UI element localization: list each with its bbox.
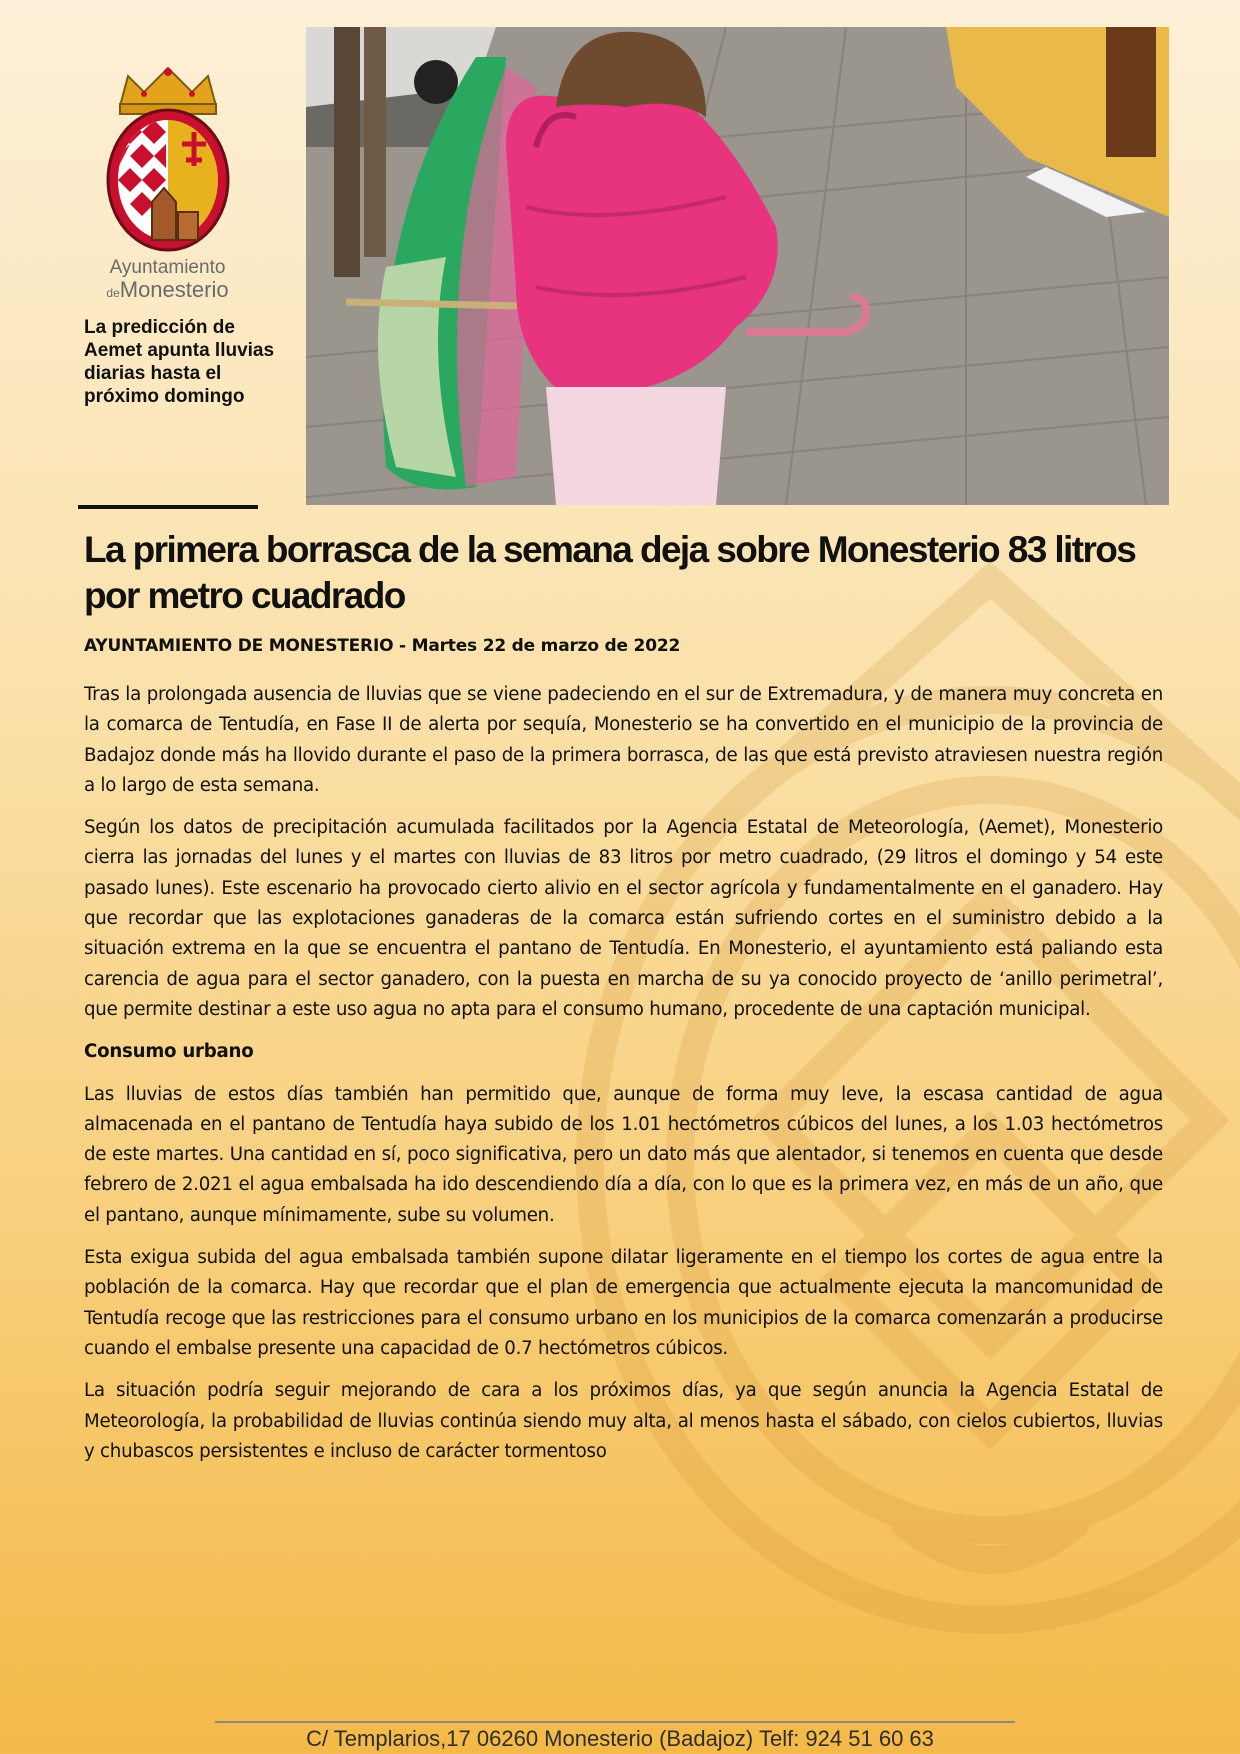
footer-address: C/ Templarios,17 06260 Monesterio (Badajoz) Telf: 924 51 60 63 xyxy=(306,1726,934,1751)
byline-date: Martes 22 de marzo de 2022 xyxy=(411,636,681,656)
article-body xyxy=(84,680,1163,1479)
byline-source: AYUNTAMIENTO DE MONESTERIO xyxy=(84,636,394,656)
logo-line-2: Monesterio xyxy=(119,276,229,302)
footer-divider xyxy=(215,1721,1015,1723)
article-paragraph-1: Tras la prolongada ausencia de lluvias que se viene padeciendo en el sur de Extremadura, y de manera muy concreta en la comarca de Tentudía, en Fase II de alerta por sequía, Monesterio se ha convertido en el municipio de la provincia de Badajoz donde más ha llovido durante el paso de la primera borrasca, de las que está previsto atraviesen nuestra región a lo largo de esta semana. xyxy=(84,684,1163,796)
logo-line-2-prefix: de xyxy=(106,285,120,300)
article-paragraph-5: La situación podría seguir mejorando de cara a los próximos días, ya que según anuncia la Agencia Estatal de Meteorología, la probabilidad de lluvias continúa siendo muy alta, al menos hasta el sábado, con cielos cubiertos, lluvias y chubascos persistentes e incluso de carácter tormentoso xyxy=(84,1380,1163,1462)
article-byline xyxy=(84,636,680,656)
municipality-logo xyxy=(90,62,245,301)
hero-photo xyxy=(306,27,1169,505)
divider-rule xyxy=(78,505,258,509)
article-paragraph-2: Según los datos de precipitación acumulada facilitados por la Agencia Estatal de Meteorología, (Aemet), Monesterio cierra las jornadas del lunes y el martes con lluvias de 83 litros por metro cuadrado, (29 litros el domingo y 54 este pasado lunes). Este escenario ha provocado cierto alivio en el sector agrícola y fundamentalmente en el ganadero. Hay que recordar que las explotaciones ganaderas de la comarca están sufriendo cortes en el suministro debido a la situación extrema en la que se encuentra el pantano de Tentudía. En Monesterio, el ayuntamiento está paliando esta carencia de agua para el sector ganadero, con la puesta en marcha de su ya conocido proyecto de ‘anillo perimetral’, que permite destinar a este uso agua no apta para el consumo humano, procedente de una captación municipal. xyxy=(84,817,1163,1020)
logo-line-1: Ayuntamiento xyxy=(109,257,226,278)
byline-separator: - xyxy=(393,636,412,656)
article-paragraph-4: Esta exigua subida del agua embalsada también supone dilatar ligeramente en el tiempo los cortes de agua entre la población de la comarca. Hay que recordar que el plan de emergencia que actualmente ejecuta la mancomunidad de Tentudía recoge que las restricciones para el consumo urbano en los municipios de la comarca comenzarán a producirse cuando el embalse presente una capacidad de 0.7 hectómetros cúbicos. xyxy=(84,1247,1163,1359)
coat-of-arms-icon xyxy=(98,62,238,252)
article-paragraph-3: Las lluvias de estos días también han permitido que, aunque de forma muy leve, la escasa cantidad de agua almacenada en el pantano de Tentudía haya subido de los 1.01 hectómetros cúbicos del lunes, a los 1.03 hectómetros de este martes. Una cantidad en sí, poco significativa, pero un dato más que alentador, si tenemos en cuenta que desde febrero de 2.021 el agua embalsada ha ido descendiendo día a día, con lo que es la primera vez, en más de un año, que el pantano, aunque mínimamente, sube su volumen. xyxy=(84,1083,1163,1226)
teaser-text: La predicción de Aemet apunta lluvias diarias hasta el próximo domingo xyxy=(84,317,275,407)
article-headline: La primera borrasca de la semana deja sobre Monesterio 83 litros por metro cuadrado xyxy=(84,529,1136,616)
article-subheading: Consumo urbano xyxy=(84,1041,254,1063)
